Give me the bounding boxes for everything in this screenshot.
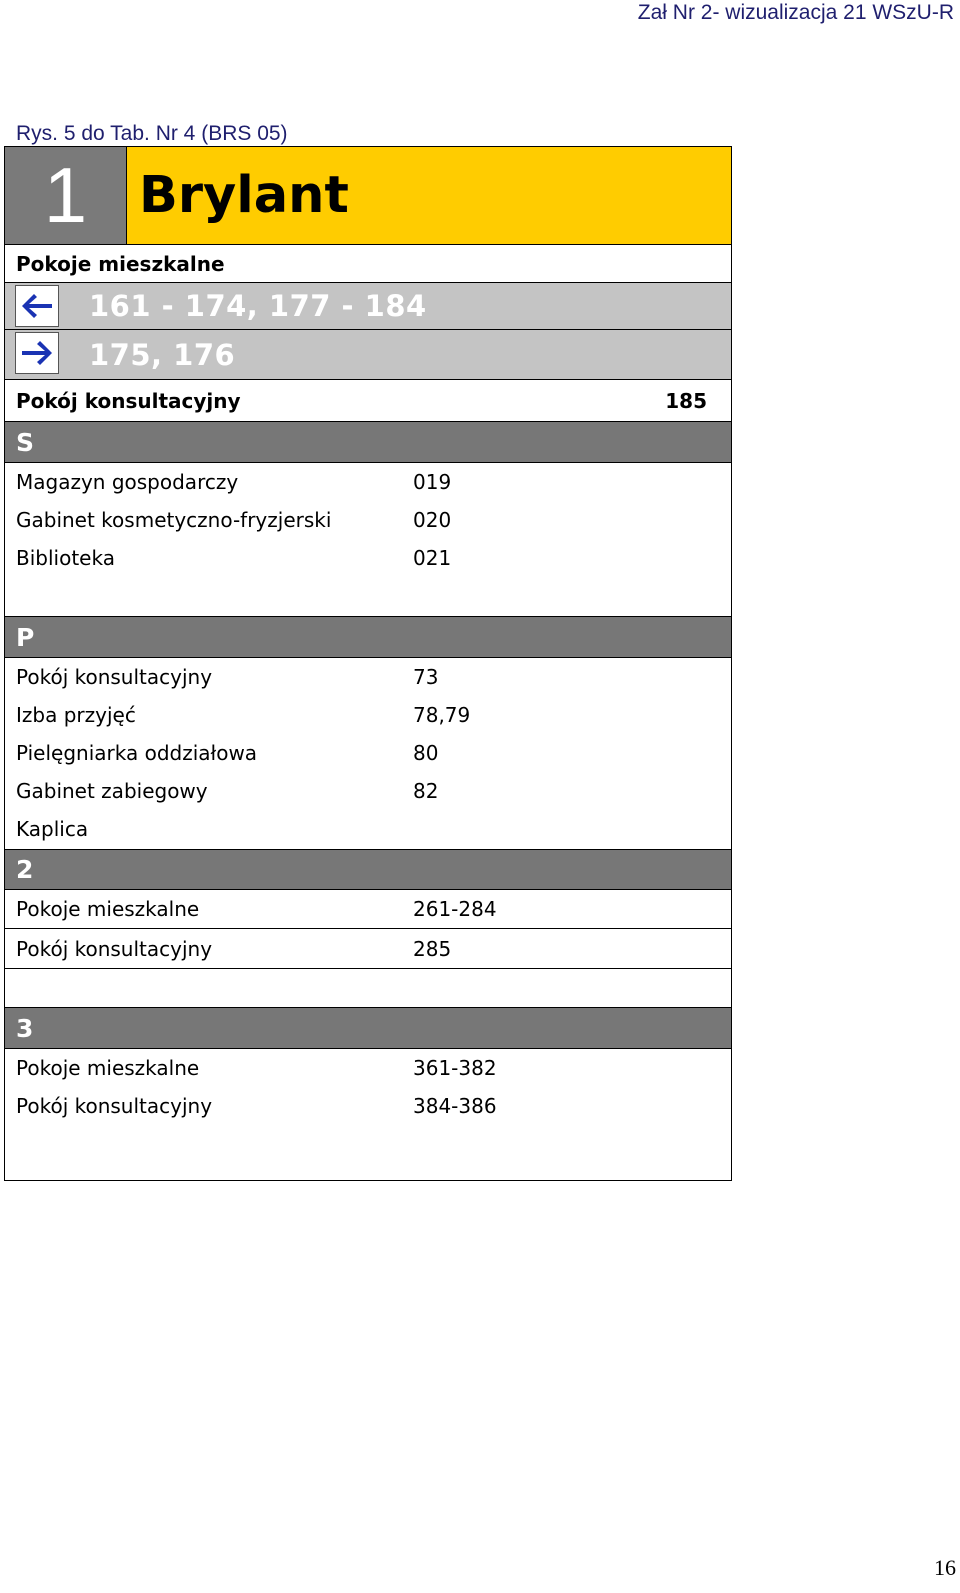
section-header-label: S — [16, 427, 35, 457]
left-room-range: 161 - 174, 177 - 184 — [89, 289, 427, 323]
directional-sign — [4, 146, 732, 1181]
item-label: Pielęgniarka oddziałowa — [16, 741, 258, 765]
item-label: Pokoje mieszkalne — [16, 897, 200, 921]
item-label: Pokoje mieszkalne — [16, 1056, 200, 1080]
sign-title-row — [5, 147, 731, 245]
item-value: 384-386 — [413, 1094, 497, 1118]
item-value: 021 — [413, 546, 452, 570]
section-header-label: P — [16, 622, 35, 652]
consult-value: 185 — [665, 388, 707, 413]
table-row — [5, 929, 731, 969]
left-direction-row — [5, 283, 731, 330]
consult-label: Pokój konsultacyjny — [16, 388, 241, 413]
section-header-s — [5, 422, 731, 463]
item-value: 019 — [413, 470, 452, 494]
floor-number: 1 — [5, 147, 127, 244]
rooms-heading-row — [5, 245, 731, 283]
document-header-note: Zał Nr 2- wizualizacja 21 WSzU-R — [637, 1, 954, 24]
section-header-label: 2 — [16, 855, 34, 884]
list-item — [5, 810, 731, 848]
empty-row — [5, 969, 731, 1008]
item-label: Gabinet kosmetyczno-fryzjerski — [16, 508, 332, 532]
list-item — [5, 1049, 731, 1087]
table-row — [5, 890, 731, 929]
right-direction-row — [5, 330, 731, 380]
section-header-p — [5, 617, 731, 658]
item-value: 361-382 — [413, 1056, 497, 1080]
section-header-label: 3 — [16, 1013, 34, 1043]
right-room-range: 175, 176 — [89, 337, 236, 372]
list-item — [5, 1087, 731, 1125]
item-label: Gabinet zabiegowy — [16, 779, 208, 803]
unit-name: Brylant — [127, 147, 731, 244]
consult-row — [5, 380, 731, 422]
item-label: Pokój konsultacyjny — [16, 1094, 213, 1118]
item-value: 82 — [413, 779, 439, 803]
item-value: 285 — [413, 936, 452, 961]
item-value: 261-284 — [413, 897, 497, 921]
page-number: 16 — [934, 1555, 956, 1580]
list-item — [5, 772, 731, 810]
item-value: 80 — [413, 741, 439, 765]
list-item — [5, 463, 731, 501]
arrow-right-icon — [15, 332, 59, 374]
arrow-left-icon — [15, 285, 59, 327]
item-label: Magazyn gospodarczy — [16, 470, 239, 494]
list-item — [5, 734, 731, 772]
section-header-3 — [5, 1008, 731, 1049]
rooms-heading: Pokoje mieszkalne — [16, 251, 225, 276]
item-value: 78,79 — [413, 703, 471, 727]
list-item — [5, 539, 731, 577]
item-label: Pokój konsultacyjny — [16, 665, 213, 689]
item-value: 73 — [413, 665, 439, 689]
list-item — [5, 658, 731, 696]
item-value: 020 — [413, 508, 452, 532]
list-item — [5, 696, 731, 734]
list-item — [5, 501, 731, 539]
item-label: Izba przyjęć — [16, 703, 136, 727]
item-label: Biblioteka — [16, 546, 115, 570]
section-header-2 — [5, 849, 731, 890]
item-label: Pokój konsultacyjny — [16, 936, 213, 961]
item-label: Kaplica — [16, 817, 89, 841]
figure-caption: Rys. 5 do Tab. Nr 4 (BRS 05) — [16, 122, 288, 145]
